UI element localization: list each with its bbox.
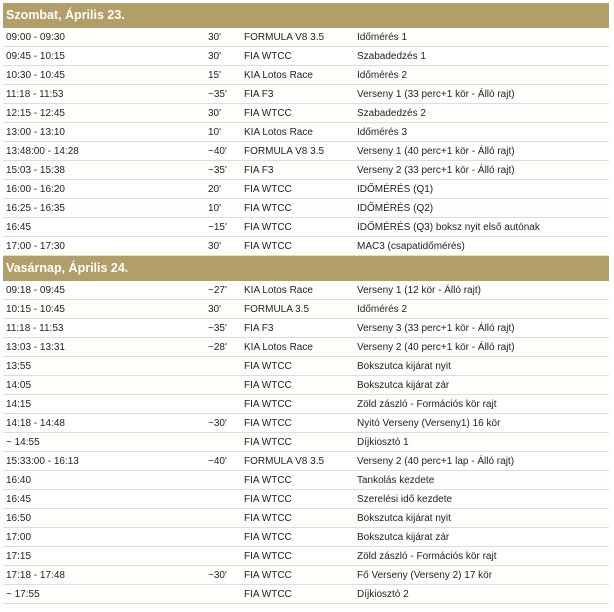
series-cell: FIA WTCC	[244, 184, 292, 195]
time-cell: 13:55	[6, 361, 32, 372]
table-row	[3, 433, 609, 452]
duration-cell: ~35'	[208, 165, 227, 176]
duration-cell: 10'	[208, 127, 222, 138]
table-row	[3, 161, 609, 180]
event-cell: IDŐMÉRÉS (Q1)	[357, 184, 434, 195]
time-cell: 09:00 - 09:30	[6, 32, 65, 43]
duration-cell: 30'	[208, 51, 222, 62]
event-cell: Verseny 1 (33 perc+1 kör - Álló rajt)	[357, 89, 515, 100]
series-cell: KIA Lotos Race	[244, 127, 313, 138]
schedule-rows	[3, 28, 609, 256]
series-cell: FIA F3	[244, 165, 274, 176]
time-cell: 17:15	[6, 551, 32, 562]
time-cell: 11:18 - 11:53	[6, 89, 64, 100]
duration-cell: 15'	[208, 70, 222, 81]
day-header: Szombat, Április 23.	[3, 3, 609, 28]
duration-cell: 30'	[208, 241, 222, 252]
table-row	[3, 104, 609, 123]
day-header: Vasárnap, Április 24.	[3, 256, 609, 281]
duration-cell: 30'	[208, 32, 222, 43]
series-cell: FIA F3	[244, 89, 274, 100]
time-cell: 10:15 - 10:45	[6, 304, 65, 315]
event-cell: Fő Verseny (Verseny 2) 17 kör	[357, 570, 493, 581]
duration-cell: ~15'	[208, 222, 227, 233]
series-cell: FIA WTCC	[244, 589, 292, 600]
table-row	[3, 237, 609, 256]
time-cell: 17:00	[6, 532, 32, 543]
time-cell: 14:18 - 14:48	[6, 418, 65, 429]
event-cell: Zöld zászló - Formációs kör rajt	[357, 551, 497, 562]
table-row	[3, 218, 609, 237]
duration-cell: ~27'	[208, 285, 227, 296]
series-cell: FIA WTCC	[244, 418, 292, 429]
table-row	[3, 28, 609, 47]
table-row	[3, 509, 609, 528]
event-cell: Bokszutca kijárat nyit	[357, 513, 451, 524]
table-row	[3, 452, 609, 471]
event-cell: Bokszutca kijárat zár	[357, 380, 450, 391]
series-cell: FIA WTCC	[244, 532, 292, 543]
event-cell: Díjkiosztó 2	[357, 589, 409, 600]
duration-cell: ~30'	[208, 570, 227, 581]
event-cell: Bokszutca kijárat nyit	[357, 361, 451, 372]
time-cell: 13:00 - 13:10	[6, 127, 65, 138]
time-cell: 09:45 - 10:15	[6, 51, 65, 62]
event-cell: Nyitó Verseny (Verseny1) 16 kör	[357, 418, 501, 429]
event-cell: Tankolás kezdete	[357, 475, 435, 486]
series-cell: FIA WTCC	[244, 108, 292, 119]
time-cell: 14:15	[6, 399, 32, 410]
event-cell: Verseny 1 (12 kör - Álló rajt)	[357, 285, 481, 296]
table-row	[3, 85, 609, 104]
time-cell: 17:18 - 17:48	[6, 570, 65, 581]
event-cell: Időmérés 1	[357, 32, 408, 43]
time-cell: 16:25 - 16:35	[6, 203, 65, 214]
schedule-rows	[3, 281, 609, 604]
event-cell: Szabadedzés 2	[357, 108, 426, 119]
series-cell: FIA WTCC	[244, 475, 292, 486]
event-cell: IDŐMÉRÉS (Q3) boksz nyit első autónak	[357, 222, 540, 233]
table-row	[3, 547, 609, 566]
time-cell: 15:33:00 - 16:13	[6, 456, 79, 467]
event-cell: Szerelési idő kezdete	[357, 494, 453, 505]
table-row	[3, 395, 609, 414]
duration-cell: 30'	[208, 304, 222, 315]
table-row	[3, 471, 609, 490]
table-row	[3, 281, 609, 300]
table-row	[3, 142, 609, 161]
series-cell: FIA WTCC	[244, 222, 292, 233]
duration-cell: 20'	[208, 184, 222, 195]
day-section-sunday	[3, 256, 609, 604]
time-cell: 09:18 - 09:45	[6, 285, 65, 296]
duration-cell: ~28'	[208, 342, 227, 353]
table-row	[3, 585, 609, 604]
table-row	[3, 180, 609, 199]
duration-cell: ~35'	[208, 323, 227, 334]
event-cell: Verseny 2 (33 perc+1 kör - Álló rajt)	[357, 165, 515, 176]
table-row	[3, 319, 609, 338]
table-row	[3, 528, 609, 547]
event-cell: MAC3 (csapatidőmérés)	[357, 241, 465, 252]
series-cell: FIA WTCC	[244, 203, 292, 214]
series-cell: FORMULA V8 3.5	[244, 32, 325, 43]
event-cell: Időmérés 2	[357, 70, 408, 81]
event-cell: Verseny 2 (40 perc+1 kör - Álló rajt)	[357, 342, 515, 353]
event-cell: Zöld zászló - Formációs kör rajt	[357, 399, 497, 410]
time-cell: 13:48:00 - 14:28	[6, 146, 79, 157]
table-row	[3, 357, 609, 376]
duration-cell: ~35'	[208, 89, 227, 100]
table-row	[3, 490, 609, 509]
table-row	[3, 300, 609, 319]
table-row	[3, 376, 609, 395]
time-cell: 15:03 - 15:38	[6, 165, 65, 176]
series-cell: FIA WTCC	[244, 380, 292, 391]
table-row	[3, 123, 609, 142]
time-cell: 16:45	[6, 494, 32, 505]
series-cell: FIA WTCC	[244, 361, 292, 372]
schedule	[3, 3, 609, 604]
time-cell: 16:00 - 16:20	[6, 184, 65, 195]
event-cell: Díjkiosztó 1	[357, 437, 409, 448]
event-cell: Verseny 2 (40 perc+1 lap - Álló rajt)	[357, 456, 515, 467]
time-cell: 12:15 - 12:45	[6, 108, 65, 119]
event-cell: Időmérés 2	[357, 304, 408, 315]
duration-cell: ~40'	[208, 456, 227, 467]
event-cell: Verseny 3 (33 perc+1 kör - Álló rajt)	[357, 323, 515, 334]
time-cell: ~ 14:55	[6, 437, 40, 448]
duration-cell: ~30'	[208, 418, 227, 429]
time-cell: 11:18 - 11:53	[6, 323, 64, 334]
time-cell: 16:40	[6, 475, 32, 486]
series-cell: FIA WTCC	[244, 437, 292, 448]
series-cell: FIA WTCC	[244, 241, 292, 252]
series-cell: KIA Lotos Race	[244, 70, 313, 81]
time-cell: 17:00 - 17:30	[6, 241, 65, 252]
event-cell: Bokszutca kijárat zár	[357, 532, 450, 543]
series-cell: FIA F3	[244, 323, 274, 334]
day-section-saturday	[3, 3, 609, 256]
time-cell: 16:50	[6, 513, 32, 524]
table-row	[3, 66, 609, 85]
series-cell: KIA Lotos Race	[244, 342, 313, 353]
series-cell: FORMULA 3.5	[244, 304, 310, 315]
time-cell: 14:05	[6, 380, 32, 391]
time-cell: 13:03 - 13:31	[6, 342, 65, 353]
time-cell: 16:45	[6, 222, 32, 233]
duration-cell: 30'	[208, 108, 222, 119]
event-cell: Verseny 1 (40 perc+1 kör - Álló rajt)	[357, 146, 515, 157]
time-cell: 10:30 - 10:45	[6, 70, 65, 81]
event-cell: Időmérés 3	[357, 127, 408, 138]
series-cell: FORMULA V8 3.5	[244, 456, 325, 467]
series-cell: FORMULA V8 3.5	[244, 146, 325, 157]
series-cell: FIA WTCC	[244, 513, 292, 524]
series-cell: FIA WTCC	[244, 551, 292, 562]
table-row	[3, 566, 609, 585]
series-cell: FIA WTCC	[244, 494, 292, 505]
event-cell: IDŐMÉRÉS (Q2)	[357, 203, 434, 214]
series-cell: KIA Lotos Race	[244, 285, 313, 296]
series-cell: FIA WTCC	[244, 51, 292, 62]
table-row	[3, 199, 609, 218]
duration-cell: ~40'	[208, 146, 227, 157]
table-row	[3, 414, 609, 433]
event-cell: Szabadedzés 1	[357, 51, 426, 62]
series-cell: FIA WTCC	[244, 570, 292, 581]
duration-cell: 10'	[208, 203, 222, 214]
time-cell: ~ 17:55	[6, 589, 40, 600]
table-row	[3, 47, 609, 66]
series-cell: FIA WTCC	[244, 399, 292, 410]
table-row	[3, 338, 609, 357]
